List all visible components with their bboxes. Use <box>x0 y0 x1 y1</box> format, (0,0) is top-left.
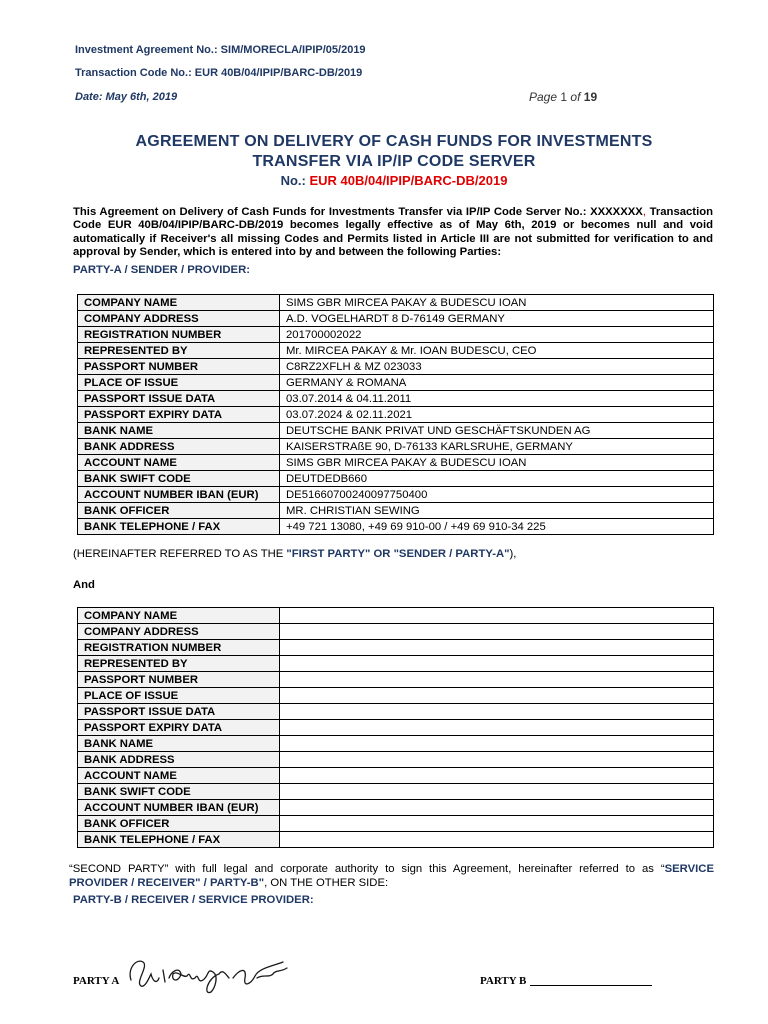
hereinafter-suffix: ), <box>509 548 517 560</box>
party-a-field-value: +49 721 13080, +49 69 910-00 / +49 69 910-34 225 <box>280 519 714 535</box>
page-of: of <box>570 90 581 104</box>
party-b-field-value <box>280 736 714 752</box>
party-a-signature-label: PARTY A <box>73 975 120 987</box>
transaction-code-number: Transaction Code No.: EUR 40B/04/IPIP/BARC-DB/2019 <box>75 67 363 79</box>
party-a-row <box>78 311 714 327</box>
party-b-row <box>78 688 714 704</box>
party-a-row <box>78 407 714 423</box>
party-b-field-value <box>280 624 714 640</box>
party-a-field-label: BANK ADDRESS <box>78 439 280 455</box>
page-label: Page <box>529 90 558 104</box>
party-a-field-label: PASSPORT EXPIRY DATA <box>78 407 280 423</box>
party-a-field-label: PLACE OF ISSUE <box>78 375 280 391</box>
party-a-field-value: DE51660700240097750400 <box>280 487 714 503</box>
party-b-field-value <box>280 640 714 656</box>
party-a-field-label: ACCOUNT NAME <box>78 455 280 471</box>
page-number <box>529 90 597 104</box>
party-b-field-label: COMPANY ADDRESS <box>78 624 280 640</box>
party-b-row <box>78 608 714 624</box>
agreement-number-label: No.: <box>280 173 306 188</box>
party-b-signature-line <box>530 985 652 986</box>
party-b-field-label: BANK OFFICER <box>78 816 280 832</box>
second-party-paragraph <box>69 862 714 890</box>
party-b-field-label: BANK NAME <box>78 736 280 752</box>
and-label: And <box>73 579 95 591</box>
party-b-field-value <box>280 656 714 672</box>
party-a-row <box>78 455 714 471</box>
party-a-field-value: A.D. VOGELHARDT 8 D-76149 GERMANY <box>280 311 714 327</box>
hereinafter-prefix: (HEREINAFTER REFERRED TO AS THE <box>73 548 287 560</box>
party-b-field-label: ACCOUNT NUMBER IBAN (EUR) <box>78 800 280 816</box>
party-b-field-label: COMPANY NAME <box>78 608 280 624</box>
party-b-row <box>78 720 714 736</box>
second-party-highlight: SERVICE PROVIDER / RECEIVER" / PARTY-B" <box>69 863 714 889</box>
investment-agreement-number: Investment Agreement No.: SIM/MORECLA/IPIP/05/2019 <box>75 44 366 56</box>
party-b-field-label: PASSPORT NUMBER <box>78 672 280 688</box>
party-b-heading: PARTY-B / RECEIVER / SERVICE PROVIDER: <box>73 894 314 906</box>
party-b-field-label: REPRESENTED BY <box>78 656 280 672</box>
party-a-field-value: Mr. MIRCEA PAKAY & Mr. IOAN BUDESCU, CEO <box>280 343 714 359</box>
party-b-row <box>78 816 714 832</box>
party-b-field-value <box>280 784 714 800</box>
party-a-row <box>78 487 714 503</box>
hereinafter-note <box>73 548 516 560</box>
party-b-row <box>78 832 714 848</box>
party-b-label-text: PARTY B <box>480 975 527 987</box>
party-a-row <box>78 519 714 535</box>
party-b-row <box>78 624 714 640</box>
party-a-row <box>78 359 714 375</box>
party-a-field-value: SIMS GBR MIRCEA PAKAY & BUDESCU IOAN <box>280 295 714 311</box>
party-a-row <box>78 391 714 407</box>
party-b-field-value <box>280 816 714 832</box>
party-b-field-label: ACCOUNT NAME <box>78 768 280 784</box>
party-a-table <box>77 294 714 535</box>
intro-paragraph <box>73 206 713 259</box>
party-a-row <box>78 471 714 487</box>
page-current: 1 <box>560 90 568 104</box>
party-a-field-label: COMPANY ADDRESS <box>78 311 280 327</box>
party-a-field-label: BANK NAME <box>78 423 280 439</box>
party-a-row <box>78 343 714 359</box>
party-a-row <box>78 375 714 391</box>
party-b-row <box>78 704 714 720</box>
party-b-field-label: REGISTRATION NUMBER <box>78 640 280 656</box>
party-a-field-value: 03.07.2014 & 04.11.2011 <box>280 391 714 407</box>
party-a-field-value: SIMS GBR MIRCEA PAKAY & BUDESCU IOAN <box>280 455 714 471</box>
page-total: 19 <box>583 90 598 104</box>
agreement-number-value: EUR 40B/04/IPIP/BARC-DB/2019 <box>309 173 508 188</box>
intro-text-1: This Agreement on Delivery of Cash Funds for Investments Transfer via IP/IP Code Server No.: XXXXXXX <box>73 206 643 218</box>
party-b-field-label: PASSPORT ISSUE DATA <box>78 704 280 720</box>
party-a-field-value: 03.07.2024 & 02.11.2021 <box>280 407 714 423</box>
party-a-signature <box>123 948 293 998</box>
party-b-field-value <box>280 832 714 848</box>
party-b-field-value <box>280 672 714 688</box>
party-b-field-label: PASSPORT EXPIRY DATA <box>78 720 280 736</box>
party-a-field-label: ACCOUNT NUMBER IBAN (EUR) <box>78 487 280 503</box>
party-a-field-label: PASSPORT ISSUE DATA <box>78 391 280 407</box>
party-b-table <box>77 607 714 848</box>
party-a-field-value: C8RZ2XFLH & MZ 023033 <box>280 359 714 375</box>
party-b-field-value <box>280 800 714 816</box>
party-b-field-label: BANK TELEPHONE / FAX <box>78 832 280 848</box>
party-b-field-label: BANK ADDRESS <box>78 752 280 768</box>
party-a-field-label: PASSPORT NUMBER <box>78 359 280 375</box>
party-b-row <box>78 656 714 672</box>
document-date: Date: May 6th, 2019 <box>75 91 178 103</box>
intro-text-2: Transaction Code EUR 40B/04/IPIP/BARC-DB/2019 becomes legally effective as of May 6th, 2019 or becomes null and void automatically if Receiver's all missing Codes and Permits listed in Article III are not submitted for verification to and approval by Sender, which is entered into by and between the following Parties: <box>73 206 714 258</box>
party-a-field-value: GERMANY & ROMANA <box>280 375 714 391</box>
party-b-field-value <box>280 752 714 768</box>
party-a-heading: PARTY-A / SENDER / PROVIDER: <box>73 264 251 276</box>
party-b-row <box>78 752 714 768</box>
agreement-title-line1: AGREEMENT ON DELIVERY OF CASH FUNDS FOR INVESTMENTS <box>135 133 653 150</box>
party-a-row <box>78 423 714 439</box>
party-b-field-value <box>280 768 714 784</box>
party-a-row <box>78 327 714 343</box>
party-a-field-label: BANK TELEPHONE / FAX <box>78 519 280 535</box>
party-a-field-label: COMPANY NAME <box>78 295 280 311</box>
party-a-field-label: BANK SWIFT CODE <box>78 471 280 487</box>
party-b-field-value <box>280 704 714 720</box>
party-b-row <box>78 768 714 784</box>
party-b-field-label: BANK SWIFT CODE <box>78 784 280 800</box>
party-a-field-value: DEUTDEDB660 <box>280 471 714 487</box>
party-a-field-label: REPRESENTED BY <box>78 343 280 359</box>
party-a-field-value: KAISERSTRAßE 90, D-76133 KARLSRUHE, GERMANY <box>280 439 714 455</box>
agreement-title-line2: TRANSFER VIA IP/IP CODE SERVER <box>252 153 536 170</box>
intro-comma: , <box>642 206 646 218</box>
party-b-row <box>78 800 714 816</box>
party-a-field-label: REGISTRATION NUMBER <box>78 327 280 343</box>
party-a-field-value: DEUTSCHE BANK PRIVAT UND GESCHÄFTSKUNDEN AG <box>280 423 714 439</box>
party-b-signature-label <box>480 975 652 987</box>
party-a-row <box>78 439 714 455</box>
party-a-row <box>78 503 714 519</box>
party-b-field-value <box>280 688 714 704</box>
party-a-field-value: 201700002022 <box>280 327 714 343</box>
second-party-text-2: , ON THE OTHER SIDE: <box>264 877 389 889</box>
party-b-row <box>78 784 714 800</box>
party-b-field-label: PLACE OF ISSUE <box>78 688 280 704</box>
second-party-text-1: “SECOND PARTY” with full legal and corporate authority to sign this Agreement, hereinafter referred to as “ <box>69 863 665 875</box>
agreement-number <box>60 173 728 188</box>
party-a-row <box>78 295 714 311</box>
party-b-field-value <box>280 720 714 736</box>
party-b-row <box>78 640 714 656</box>
party-b-field-value <box>280 608 714 624</box>
hereinafter-highlight: "FIRST PARTY" OR "SENDER / PARTY-A" <box>286 548 510 560</box>
party-b-row <box>78 736 714 752</box>
party-b-row <box>78 672 714 688</box>
party-a-field-value: MR. CHRISTIAN SEWING <box>280 503 714 519</box>
party-a-field-label: BANK OFFICER <box>78 503 280 519</box>
